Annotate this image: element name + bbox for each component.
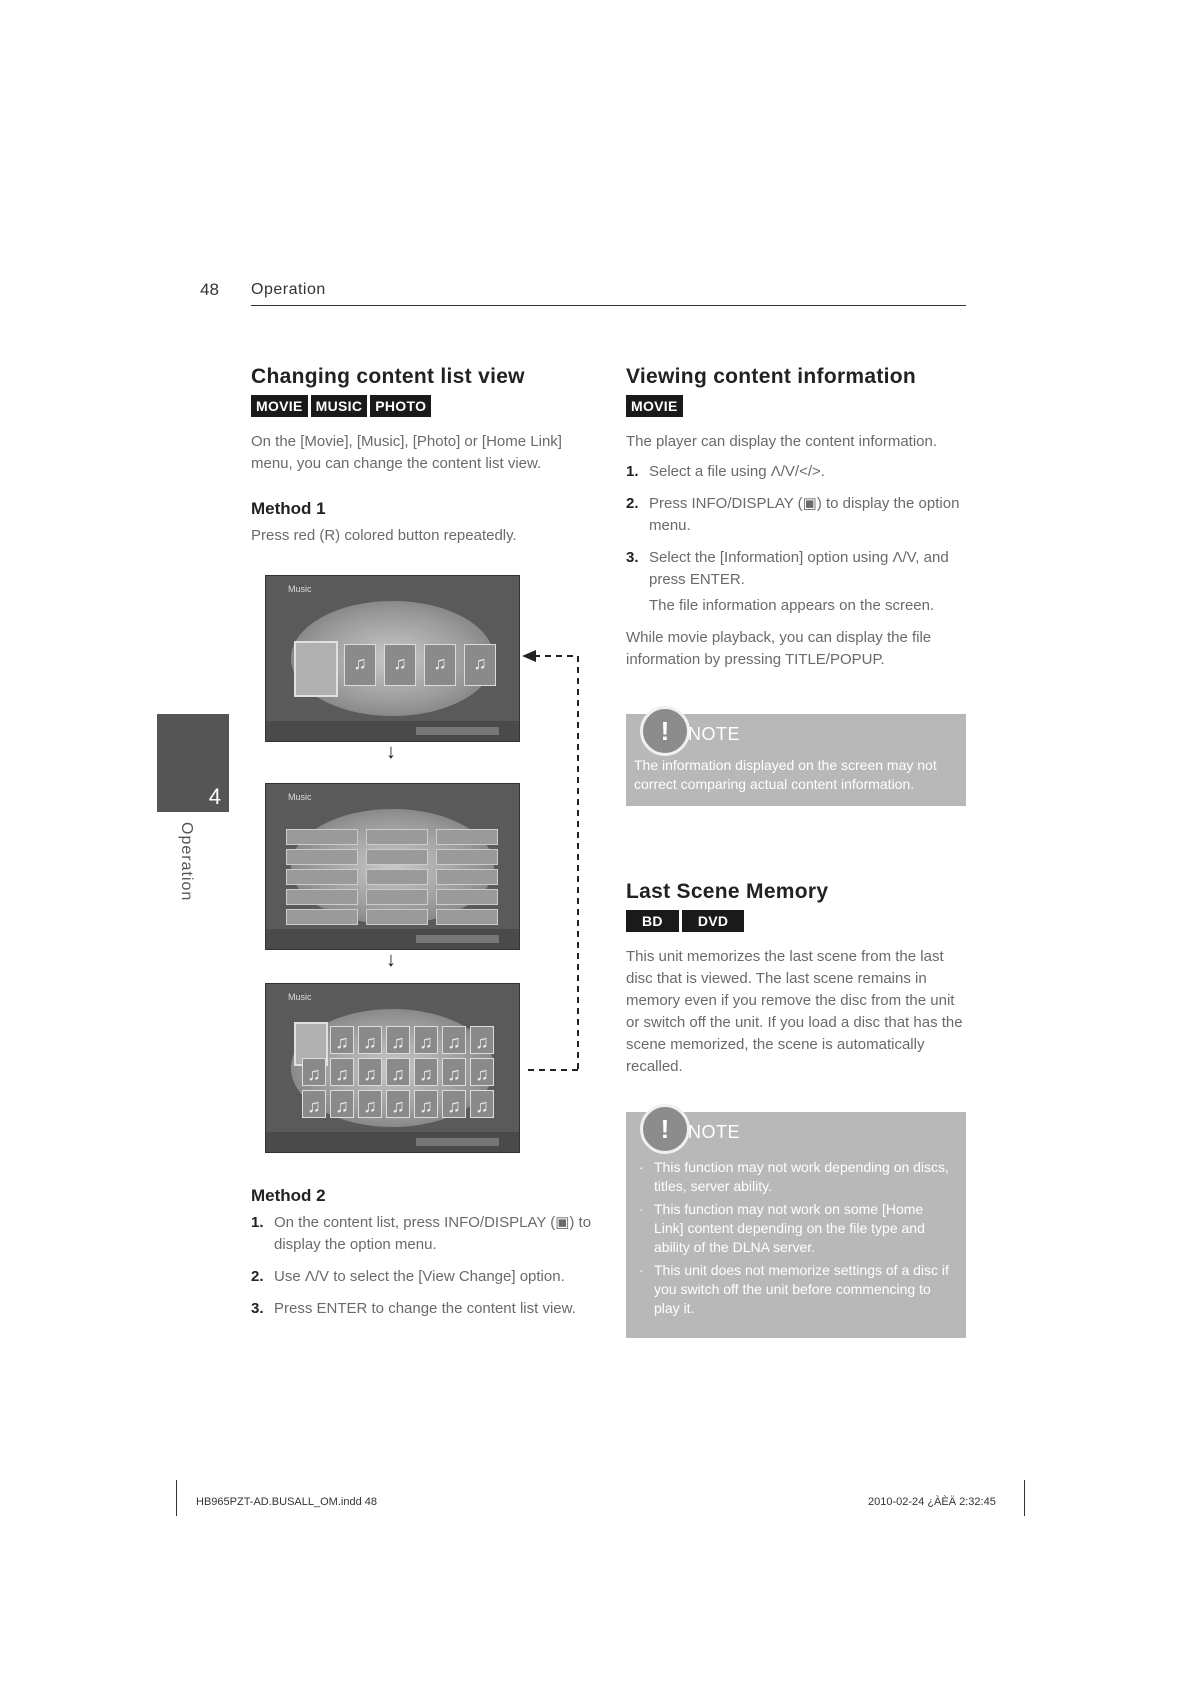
footer-timestamp: 2010-02-24 ¿ÀÈÄ 2:32:45	[868, 1496, 996, 1508]
list-item: 3. Select the [Information] option using Λ/V, and press ENTER.	[626, 549, 949, 588]
badge-dvd: DVD	[682, 910, 744, 932]
media-badges	[251, 395, 591, 417]
list-item: 3. Press ENTER to change the content list view.	[251, 1300, 576, 1317]
music-file-icon	[344, 644, 376, 686]
exclamation-icon: !	[640, 706, 690, 756]
crop-mark	[176, 1480, 177, 1516]
section-title: Operation	[251, 281, 326, 298]
last-scene-text: This unit memorizes the last scene from the last disc that is viewed. The last scene remains in memory even if you remove the disc from the unit or switch off the unit. If you load a disc that has the scene memorized, the scene is automatically recalled.	[626, 948, 963, 1075]
badge-photo: PHOTO	[370, 395, 431, 417]
method2-block	[251, 1186, 596, 1330]
screenshot-thumbnail-view	[265, 575, 520, 742]
chapter-label: Operation	[178, 822, 195, 902]
viewing-outro: While movie playback, you can display the file information by pressing TITLE/POPUP.	[626, 629, 932, 668]
screen-title: Music	[288, 792, 312, 802]
chapter-tab	[157, 714, 229, 812]
music-file-icon	[384, 644, 416, 686]
screen-title: Music	[288, 584, 312, 594]
list-item: 1. Select a file using Λ/V/</>.	[626, 463, 825, 480]
list-item: 2. Press INFO/DISPLAY (▣) to display the option menu.	[626, 495, 960, 534]
step3-result: The file information appears on the screen.	[649, 597, 935, 614]
header-rule	[251, 305, 966, 306]
chapter-number: 4	[208, 784, 221, 809]
note-box	[626, 714, 966, 806]
cycle-arrow	[520, 640, 590, 1080]
list-item: · This function may not work on some [Home Link] content depending on the file type and ability of the DLNA server.	[634, 1200, 954, 1257]
music-file-icon	[424, 644, 456, 686]
last-scene-section	[626, 880, 971, 1078]
list-item: · This function may not work depending on discs, titles, server ability.	[634, 1158, 954, 1196]
viewing-steps	[626, 461, 971, 591]
section-heading: Changing content list view	[251, 365, 525, 388]
method1-text: Press red (R) colored button repeatedly.	[251, 527, 517, 544]
note-box	[626, 1112, 966, 1338]
badge-movie: MOVIE	[626, 395, 683, 417]
arrow-down-icon: ↓	[386, 741, 396, 763]
folder-icon	[294, 641, 338, 697]
screenshot-list-view	[265, 783, 520, 950]
badge-music: MUSIC	[311, 395, 368, 417]
screenshot-grid-view	[265, 983, 520, 1153]
viewing-section	[626, 365, 971, 671]
media-badges	[626, 910, 971, 932]
section-heading: Viewing content information	[626, 365, 917, 388]
left-column	[251, 365, 591, 547]
viewing-intro: The player can display the content information.	[626, 433, 938, 450]
note-list	[634, 1158, 954, 1318]
method1-heading: Method 1	[251, 499, 326, 518]
note-label: NOTE	[688, 1122, 741, 1142]
badge-bd: BD	[626, 910, 679, 932]
page-number: 48	[200, 280, 219, 299]
music-file-icon	[464, 644, 496, 686]
list-item: 2. Use Λ/V to select the [View Change] option.	[251, 1268, 565, 1285]
method2-steps	[251, 1212, 596, 1320]
footer-file: HB965PZT-AD.BUSALL_OM.indd 48	[196, 1496, 377, 1508]
screen-status-bar	[266, 929, 519, 949]
screen-title: Music	[288, 992, 312, 1002]
arrow-down-icon: ↓	[386, 949, 396, 971]
exclamation-icon: !	[640, 1104, 690, 1154]
badge-movie: MOVIE	[251, 395, 308, 417]
note-label: NOTE	[688, 724, 741, 744]
crop-mark	[1024, 1480, 1025, 1516]
list-item: · This unit does not memorize settings of a disc if you switch off the unit before commencing to play it.	[634, 1261, 954, 1318]
intro-text: On the [Movie], [Music], [Photo] or [Home Link] menu, you can change the content list view.	[251, 433, 562, 472]
screen-status-bar	[266, 1132, 519, 1152]
screen-status-bar	[266, 721, 519, 741]
media-badges	[626, 395, 971, 417]
note-text: The information displayed on the screen may not correct comparing actual content information.	[634, 757, 937, 792]
list-item: 1. On the content list, press INFO/DISPLAY (▣) to display the option menu.	[251, 1214, 592, 1253]
method2-heading: Method 2	[251, 1186, 326, 1205]
section-heading: Last Scene Memory	[626, 880, 829, 903]
